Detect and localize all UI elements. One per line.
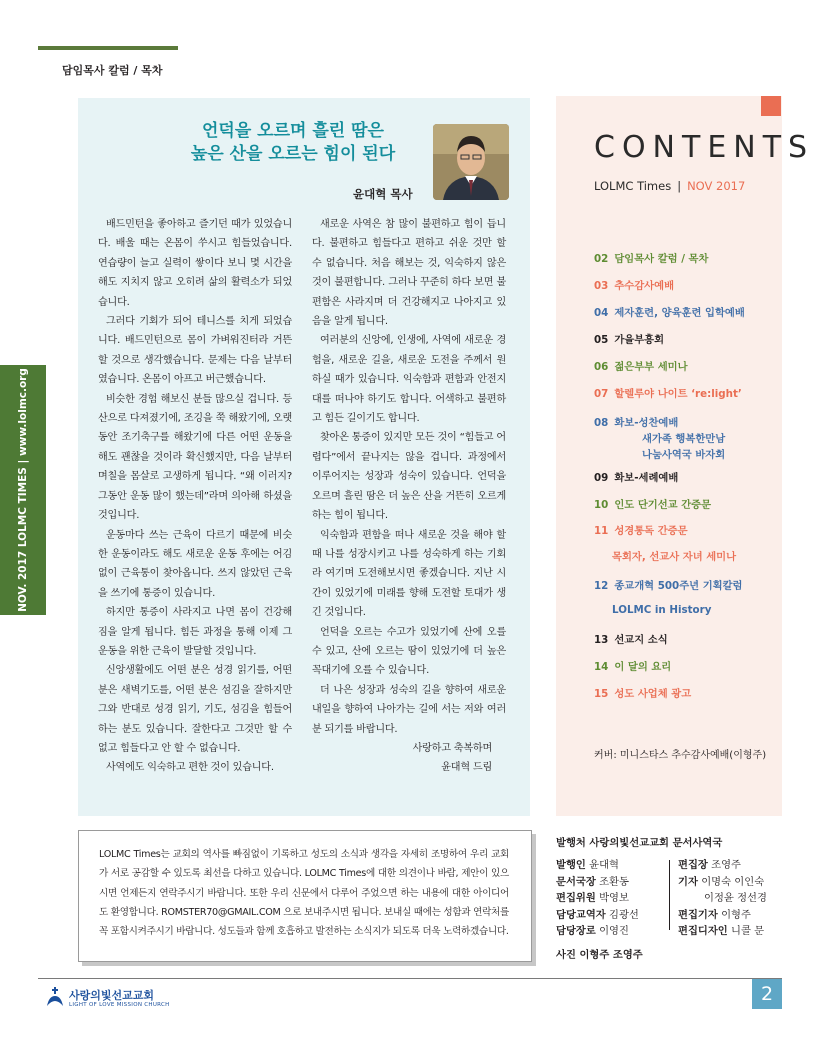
notice-box xyxy=(78,830,532,962)
top-rule xyxy=(38,46,178,50)
cover-caption: 커버: 미니스타스 추수감사예배(이형주) xyxy=(594,750,767,761)
staff-list-left xyxy=(556,857,639,940)
column-text-right xyxy=(312,215,506,778)
paragraph: 새로운 사역은 참 많이 불편하고 힘이 듭니다. 불편하고 힘들다고 편하고 쉬운 것만 할 수 없습니다. 처음 해보는 것, 익숙하지 않은 것이 불편합니다. 그러나 꾸준히 하다 보면 불편함은 사라지며 더 건강해지고 나아지고 있음을 알게 됩니다. xyxy=(312,219,506,328)
staff-name: 윤대혁 xyxy=(589,859,619,871)
author-byline: 윤대혁 목사 xyxy=(353,187,413,201)
toc-item[interactable] xyxy=(594,277,674,292)
toc-number: 13 xyxy=(594,634,609,646)
staff-divider xyxy=(669,860,670,930)
toc-item[interactable] xyxy=(642,430,725,445)
paragraph: 배드민턴을 좋아하고 즐기던 때가 있었습니다. 배울 때는 온몸이 쑤시고 힘들었습니다. 연습량이 늘고 실력이 쌓이다 보니 몇 시간을 해도 지치지 않고 오히려 삶의 활력소가 되었습니다. xyxy=(98,219,292,308)
toc-label: 나눔사역국 바자회 xyxy=(642,449,726,461)
toc-number: 12 xyxy=(594,580,609,592)
staff-name: 조환동 xyxy=(599,875,629,888)
toc-label: 할렐루야 나이트 ‘re:light’ xyxy=(614,388,742,400)
paragraph: 익숙함과 편함을 떠나 새로운 것을 해야 할 때 나를 성장시키고 나를 성숙하게 하는 기회라 여기며 도전해보시면 좋겠습니다. 지난 시간이 있었기에 미래를 향해 도전할 토대가 생긴 것입니다. xyxy=(312,529,506,619)
toc-item[interactable] xyxy=(642,446,725,461)
staff-list-right xyxy=(678,857,767,940)
toc-item[interactable] xyxy=(594,685,691,700)
paragraph: 신앙생활에도 어떤 분은 성경 읽기를, 어떤 분은 새벽기도를, 어떤 분은 섬김을 잘하지만 그와 반대로 성경 읽기, 기도, 섬김을 힘들어하는 분도 있습니다. 잘한다고 그것만 할 수 없고 힘들다고 안 할 수 없습니다. xyxy=(98,665,292,754)
toc-item[interactable] xyxy=(594,385,742,400)
paragraph: 더 나은 성장과 성숙의 길을 향하여 새로운 내일을 향하여 나아가는 길에 서는 저와 여러분 되기를 바랍니다. xyxy=(312,684,506,735)
staff-role: 담당장로 xyxy=(556,925,596,937)
staff-row xyxy=(556,874,639,891)
column-title-line1: 언덕을 오르며 흘린 땀은 xyxy=(202,121,384,141)
contents-title: CONTENTS xyxy=(594,130,815,165)
paragraph: 여러분의 신앙에, 인생에, 사역에 새로운 경험을, 새로운 길을, 새로운 도전을 주께서 원하실 때가 있습니다. 익숙함과 편함과 안전지대를 떠나야 하기도 합니다. 어색하고 불편하고 힘든 길이기도 합니다. xyxy=(312,335,506,425)
signature: 윤대혁 드림 xyxy=(441,762,492,774)
staff-role: 편집위원 xyxy=(556,892,596,904)
toc-label: 인도 단기선교 간증문 xyxy=(614,499,712,511)
closing: 사랑하고 축복하며 xyxy=(412,742,492,754)
staff-row xyxy=(678,890,767,907)
column-title-line2: 높은 산을 오르는 힘이 된다 xyxy=(190,144,396,164)
staff-name: 이영진 xyxy=(599,925,629,937)
staff-row xyxy=(556,907,639,924)
toc-label: 이 달의 요리 xyxy=(614,661,672,673)
issue-date: NOV 2017 xyxy=(687,179,746,193)
paragraph: 운동마다 쓰는 근육이 다르기 때문에 비슷한 운동이라도 해도 새로운 운동 후에는 어김없이 근육통이 찾아옵니다. 쓰지 않았던 근육을 쓰기에 통증이 있습니다. xyxy=(98,529,292,599)
staff-role: 문서국장 xyxy=(556,875,596,888)
toc-number: 05 xyxy=(594,334,609,346)
toc-item[interactable] xyxy=(594,496,711,511)
accent-square xyxy=(761,96,781,116)
toc-item[interactable] xyxy=(594,658,671,673)
staff-row xyxy=(678,923,767,940)
toc-item[interactable] xyxy=(594,522,688,537)
contents-subtitle: LOLMC Times | NOV 2017 xyxy=(594,179,746,193)
pastor-column xyxy=(78,98,530,816)
toc-item[interactable] xyxy=(594,250,708,265)
toc-number: 15 xyxy=(594,688,609,700)
staff-row xyxy=(678,874,767,891)
toc-label: 화보-성찬예배 xyxy=(614,417,679,429)
toc-item[interactable] xyxy=(594,414,678,429)
staff-role: 편집디자인 xyxy=(678,925,728,937)
staff-name: 니콜 문 xyxy=(731,925,765,937)
staff-row xyxy=(556,857,639,874)
page-number: 2 xyxy=(752,979,782,1009)
toc-label: 추수감사예배 xyxy=(614,280,675,292)
toc-item[interactable] xyxy=(594,469,678,484)
toc-label: 선교지 소식 xyxy=(614,634,668,646)
toc-label: 성경통독 간증문 xyxy=(614,525,688,537)
section-label: 담임목사 칼럼 / 목차 xyxy=(62,64,163,77)
toc-label: 담임목사 칼럼 / 목차 xyxy=(614,253,709,265)
toc-number: 06 xyxy=(594,361,609,373)
staff-row xyxy=(678,857,767,874)
toc-label: 새가족 행복한만남 xyxy=(642,433,726,445)
staff-role: 기자 xyxy=(678,875,698,888)
toc-item[interactable] xyxy=(594,631,668,646)
toc-item[interactable] xyxy=(594,331,664,346)
toc-label: 종교개혁 500주년 기획칼럼 xyxy=(614,580,743,592)
logo-subtitle: LIGHT OF LOVE MISSION CHURCH xyxy=(69,1002,170,1008)
side-tab-text: NOV. 2017 LOLMC TIMES | www.lolmc.org xyxy=(17,368,29,612)
logo-name: 사랑의빛선교교회 xyxy=(69,989,155,1002)
toc-label: 성도 사업체 광고 xyxy=(614,688,692,700)
toc-number: 08 xyxy=(594,417,609,429)
staff-role: 편집기자 xyxy=(678,908,718,921)
staff-row xyxy=(556,923,639,940)
toc-label: LOLMC in History xyxy=(612,604,712,616)
staff-row xyxy=(678,907,767,924)
notice-text: LOLMC Times는 교회의 역사를 빠짐없이 기록하고 성도의 소식과 생각을 자세히 조명하여 우리 교회가 서로 공감할 수 있도록 최선을 다하고 있습니다. LOLMC Times에 대한 의견이나 바람, 제안이 있으시면 언제든지 연락주시기 바랍니다. 또한 우리 신문에서 다루어 주었으면 하는 내용에 대한 아이디어도 환영합니다. ROMSTER70@GMAIL.COM 으로 보내주시면 됩니다. 보내실 때에는 성함과 연락처를 꼭 포함시켜주시기 바랍니다. 성도들과 함께 호흡하고 발전하는 소식지가 되도록 더욱 노력하겠습니다. xyxy=(99,849,509,938)
toc-item[interactable] xyxy=(594,358,688,373)
toc-label: 목회자, 선교사 자녀 세미나 xyxy=(612,551,737,563)
staff-role: 담당교역자 xyxy=(556,908,606,921)
toc-number: 11 xyxy=(594,525,609,537)
paragraph: 언덕을 오르는 수고가 있었기에 산에 오를 수 있고, 산에 오르는 땀이 있었기에 더 높은 꼭대기에 오를 수 있습니다. xyxy=(312,626,506,677)
toc-number: 07 xyxy=(594,388,609,400)
bottom-rule xyxy=(38,978,782,979)
staff-name: 이명숙 이인숙 xyxy=(701,875,765,888)
toc-number: 10 xyxy=(594,499,609,511)
staff-name: 김광선 xyxy=(609,908,639,921)
staff-name: 이정윤 정선경 xyxy=(704,892,767,904)
paragraph: 찾아온 통증이 있지만 모든 것이 “힘들고 어렵다”에서 끝나지는 않을 겁니다. 과정에서 이루어지는 성장과 성숙이 있습니다. 언덕을 오르며 흘린 땀은 더 높은 산을 거뜬히 오르게 하는 힘이 됩니다. xyxy=(312,432,506,522)
side-tab xyxy=(0,365,46,615)
contents-panel xyxy=(556,96,815,816)
publication-name: LOLMC Times xyxy=(594,179,672,193)
staff-row xyxy=(556,890,639,907)
toc-label: 젊은부부 세미나 xyxy=(614,361,688,373)
toc-item[interactable] xyxy=(594,577,742,592)
staff-role: 발행인 xyxy=(556,859,586,871)
church-logo xyxy=(45,986,170,1012)
paragraph: 비슷한 경험 해보신 분들 많으실 겁니다. 등산으로 다져졌기에, 조깅을 쭉 해왔기에, 오랫동안 조기축구를 해왔기에 다른 어떤 운동을 해도 괜찮을 것이라 확신했지만, 다음 날부터 며칠을 몸살로 고생하게 됩니다. “왜 이러지? 그동안 운동 많이 했는데”라며 의아해 하셨을 것입니다. xyxy=(98,393,292,522)
toc-number: 09 xyxy=(594,472,609,484)
column-text-left xyxy=(98,215,292,778)
toc-label: 가을부흥회 xyxy=(614,334,665,346)
toc-item[interactable] xyxy=(612,548,736,563)
photo-credit: 사진 이형주 조영주 xyxy=(556,949,643,961)
toc-item[interactable] xyxy=(594,304,745,319)
toc-number: 14 xyxy=(594,661,609,673)
toc-number: 03 xyxy=(594,280,609,292)
column-title xyxy=(168,120,418,166)
paragraph: 하지만 통증이 사라지고 나면 몸이 건강해짐을 알게 됩니다. 힘든 과정을 통해 이제 그 운동을 위한 근육이 발달할 것입니다. xyxy=(98,607,292,657)
publisher: 발행처 사랑의빛선교교회 문서사역국 xyxy=(556,837,723,849)
author-photo xyxy=(433,124,509,200)
staff-name: 이형주 xyxy=(721,908,751,921)
staff-name: 조영주 xyxy=(711,859,741,871)
church-logo-icon xyxy=(45,986,65,1008)
paragraph: 사역에도 익숙하고 편한 것이 있습니다. xyxy=(106,762,274,774)
toc-number: 04 xyxy=(594,307,609,319)
toc-number: 02 xyxy=(594,253,609,265)
staff-name: 박영보 xyxy=(599,892,629,904)
toc-label: 제자훈련, 양육훈련 입학예배 xyxy=(614,307,745,319)
toc-label: 화보-세례예배 xyxy=(614,472,679,484)
paragraph: 그러다 기회가 되어 테니스를 치게 되었습니다. 배드민턴으로 몸이 가벼워진터라 거뜬할 것으로 생각했습니다. 문제는 다음 날부터였습니다. 온몸이 아프고 버근했습니다. xyxy=(98,316,292,386)
staff-role: 편집장 xyxy=(678,859,708,871)
toc-item[interactable] xyxy=(612,604,711,616)
